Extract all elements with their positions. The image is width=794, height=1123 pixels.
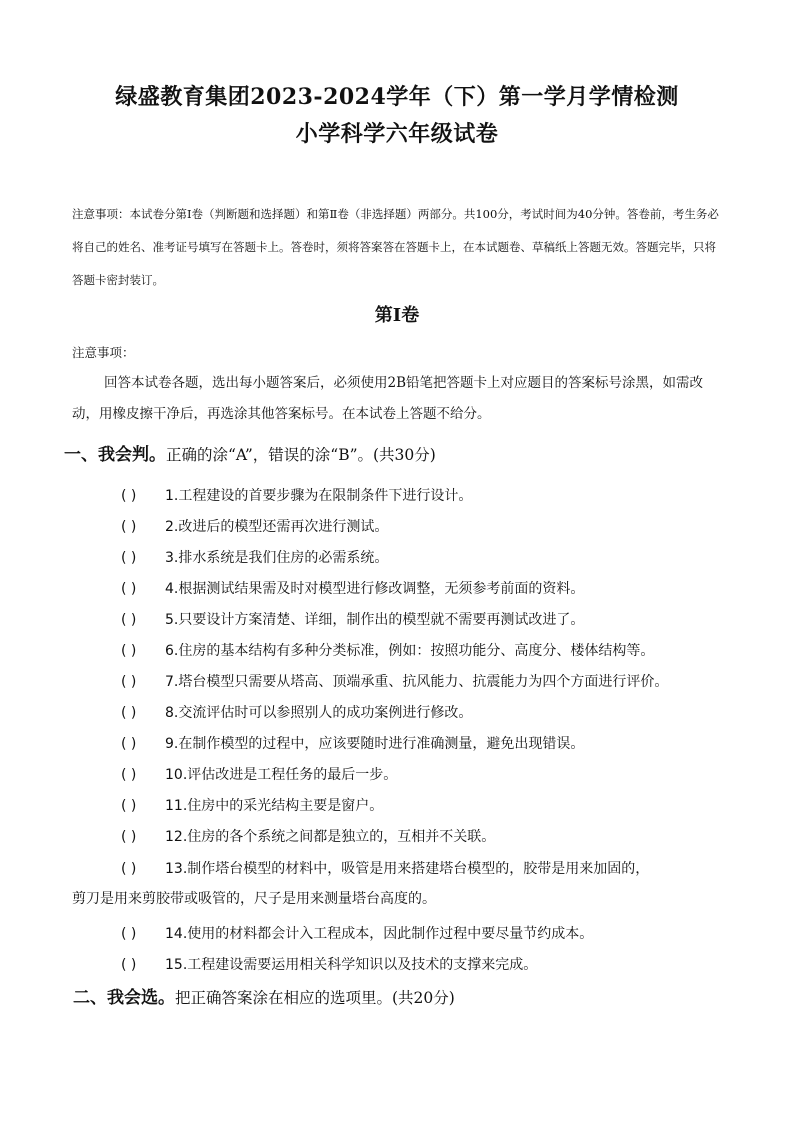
answer-paren: ( ) (121, 829, 137, 845)
section1-heading (64, 444, 436, 466)
answer-paren: ( ) (121, 643, 137, 659)
question-text: 4.根据测试结果需及时对模型进行修改调整，无须参考前面的资料。 (165, 581, 585, 597)
question-item (121, 858, 649, 880)
question-item (121, 671, 731, 693)
question-text: 3.排水系统是我们住房的必需系统。 (165, 550, 389, 566)
question-text: 14.使用的材料都会计入工程成本，因此制作过程中要尽量节约成本。 (165, 926, 594, 942)
question-item (121, 923, 731, 945)
exam-title-line2: 小学科学六年级试卷 (295, 121, 499, 147)
section1-instructions: 正确的涂“A”，错误的涂“B”。(共30分) (166, 446, 436, 464)
question-item (121, 578, 731, 600)
section2-instructions: 把正确答案涂在相应的选项里。(共20分) (175, 989, 455, 1007)
exam-notice: 注意事项：本试卷分第Ⅰ卷（判断题和选择题）和第Ⅱ卷（非选择题）两部分。共100分，考试时间为40分钟。答卷前，考生务必将自己的姓名、准考证号填写在答题卡上。答卷时，须将答案答在答题卡上，在本试题卷、草稿纸上答题无效。答题完毕，只将答题卡密封装订。 (72, 207, 719, 287)
answer-paren: ( ) (121, 581, 137, 597)
question-text: 10.评估改进是工程任务的最后一步。 (165, 767, 398, 783)
question-text: 15.工程建设需要运用相关科学知识以及技术的支撑来完成。 (165, 957, 538, 973)
answer-paren: ( ) (121, 488, 137, 504)
answer-paren: ( ) (121, 861, 137, 877)
answer-paren: ( ) (121, 926, 137, 942)
volume-title: 第Ⅰ卷 (374, 305, 420, 326)
answer-paren: ( ) (121, 705, 137, 721)
attention-body: 回答本试卷各题，选出每小题答案后，必须使用2B铅笔把答题卡上对应题目的答案标号涂黑，如需改动，用橡皮擦干净后，再选涂其他答案标号。在本试卷上答题不给分。 (72, 375, 704, 422)
question-text: 7.塔台模型只需要从塔高、顶端承重、抗风能力、抗震能力为四个方面进行评价。 (165, 674, 669, 690)
answer-paren: ( ) (121, 519, 137, 535)
question-text: 12.住房的各个系统之间都是独立的，互相并不关联。 (165, 829, 496, 845)
answer-paren: ( ) (121, 674, 137, 690)
answer-paren: ( ) (121, 767, 137, 783)
question-item (121, 640, 731, 662)
section2-title: 二、我会选。 (73, 988, 175, 1008)
question-item (121, 764, 731, 786)
question-item (121, 954, 731, 976)
attention-title: 注意事项： (72, 345, 135, 360)
question-item (121, 516, 731, 538)
question-text: 9.在制作模型的过程中，应该要随时进行准确测量，避免出现错误。 (165, 736, 585, 752)
answer-paren: ( ) (121, 550, 137, 566)
question-text: 5.只要设计方案清楚、详细，制作出的模型就不需要再测试改进了。 (165, 612, 585, 628)
question-text-continued: 剪刀是用来剪胶带或吸管的，尺子是用来测量塔台高度的。 (72, 891, 436, 907)
answer-paren: ( ) (121, 957, 137, 973)
answer-paren: ( ) (121, 798, 137, 814)
exam-title-line1: 绿盛教育集团2023-2024学年（下）第一学月学情检测 (115, 84, 679, 110)
question-item (121, 702, 731, 724)
question-item (121, 547, 731, 569)
question-item (121, 609, 731, 631)
question-item (121, 795, 731, 817)
answer-paren: ( ) (121, 736, 137, 752)
section1-title: 一、我会判。 (64, 445, 166, 465)
question-item (121, 826, 731, 848)
question-item (121, 485, 731, 507)
question-item (121, 733, 731, 755)
question-text: 11.住房中的采光结构主要是窗户。 (165, 798, 384, 814)
answer-paren: ( ) (121, 612, 137, 628)
question-text: 1.工程建设的首要步骤为在限制条件下进行设计。 (165, 488, 473, 504)
section2-heading (73, 987, 455, 1009)
question-text: 8.交流评估时可以参照别人的成功案例进行修改。 (165, 705, 473, 721)
question-text: 13.制作塔台模型的材料中，吸管是用来搭建塔台模型的，胶带是用来加固的， (165, 861, 650, 877)
question-text: 2.改进后的模型还需再次进行测试。 (165, 519, 389, 535)
question-text: 6.住房的基本结构有多种分类标准，例如：按照功能分、高度分、楼体结构等。 (165, 643, 655, 659)
